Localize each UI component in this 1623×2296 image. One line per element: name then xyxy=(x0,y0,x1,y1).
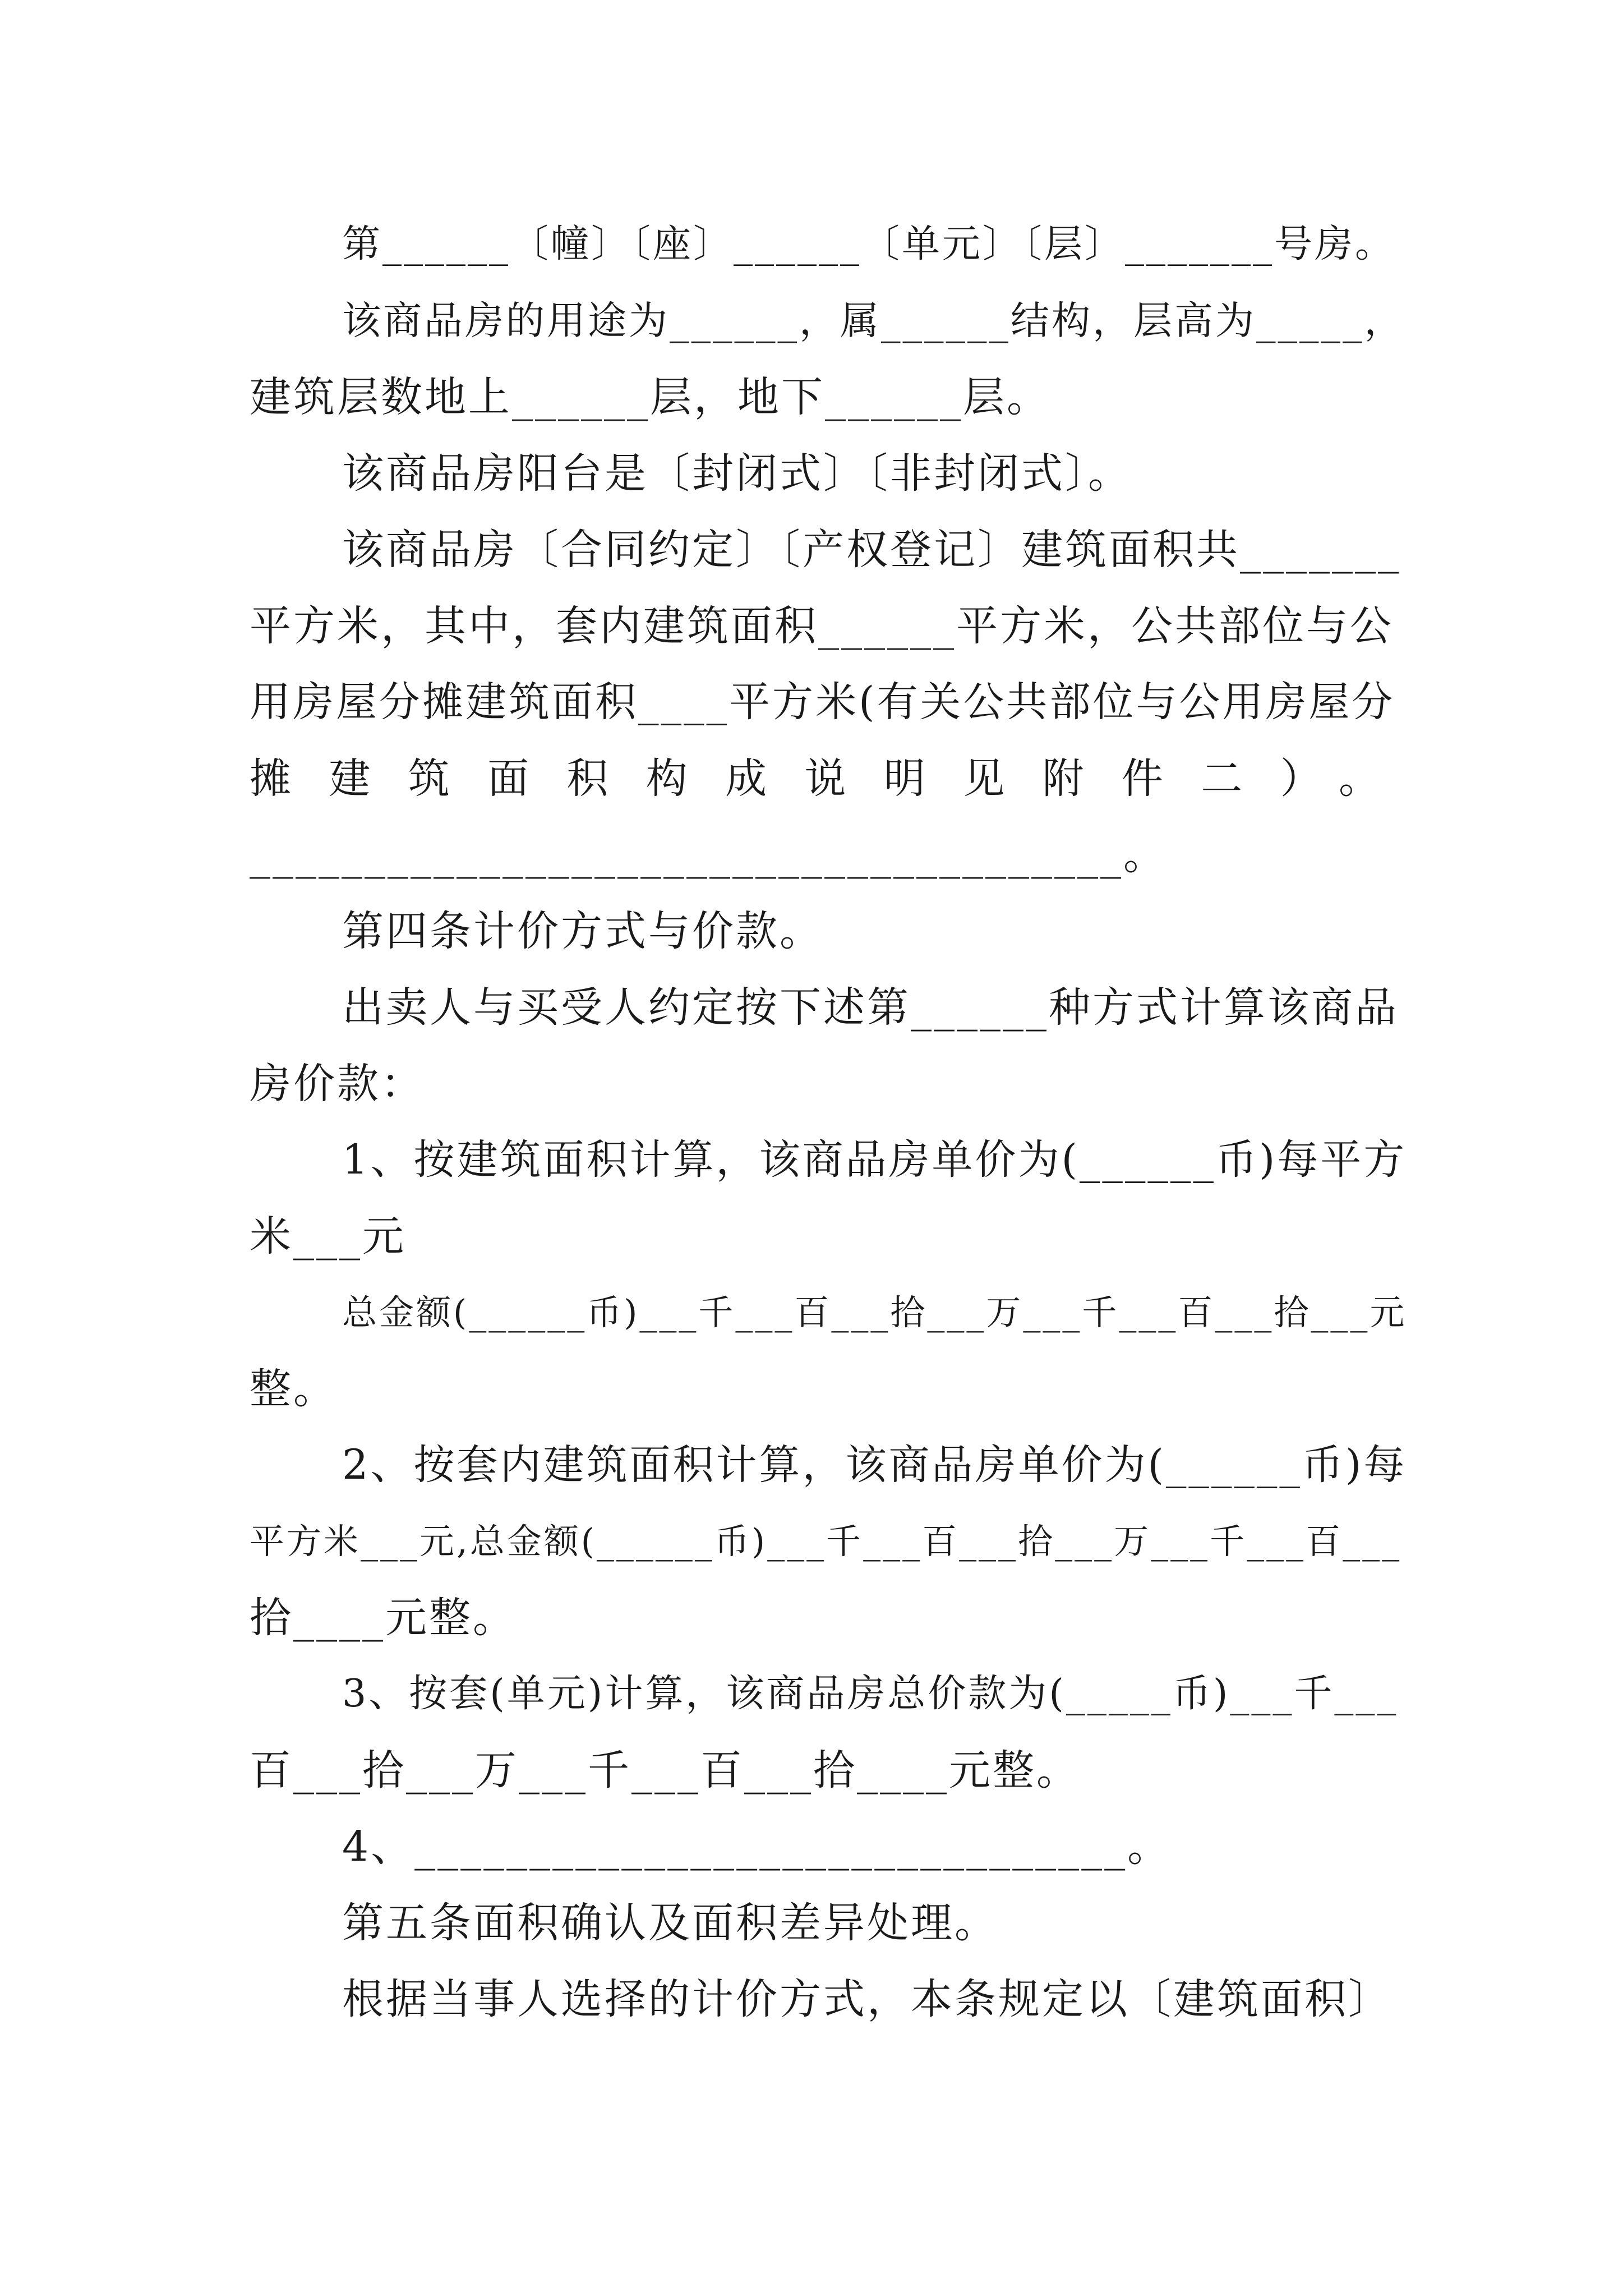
text-line: 该商品房〔合同约定〕〔产权登记〕建筑面积共_______ xyxy=(342,526,1401,574)
text-line: 平方米，其中，套内建筑面积______平方米，公共部位与公 xyxy=(250,602,1394,650)
text-line: 4、_______________________________。 xyxy=(342,1823,1172,1871)
text-line: 3、按套(单元)计算，该商品房总价款为(_____币)___千___ xyxy=(342,1672,1399,1716)
text-line: 整。 xyxy=(250,1365,337,1413)
text-line: 建筑层数地上______层，地下______层。 xyxy=(250,373,1050,421)
section-heading: 第四条计价方式与价款。 xyxy=(342,907,823,955)
text-line: 用房屋分摊建筑面积____平方米(有关公共部位与公用房屋分 xyxy=(250,678,1395,726)
section-heading: 第五条面积确认及面积差异处理。 xyxy=(342,1899,998,1947)
text-line: 出卖人与买受人约定按下述第______种方式计算该商品 xyxy=(342,983,1399,1032)
text-line: ______________________________________。 xyxy=(250,831,1167,879)
text-line: 1、按建筑面积计算，该商品房单价为(______币)每平方 xyxy=(342,1136,1407,1184)
text-line: 第______〔幢〕〔座〕______〔单元〕〔层〕_______号房。 xyxy=(342,222,1396,266)
text-line-justified: 摊建筑面积构成说明见附件二）。 xyxy=(250,754,1382,803)
text-line: 总金额(______币)___千___百___拾___万___千___百___拾___元 xyxy=(342,1292,1407,1333)
text-line: 根据当事人选择的计价方式，本条规定以〔建筑面积〕 xyxy=(342,1975,1392,2023)
text-line: 房价款： xyxy=(250,1060,425,1108)
text-line: 2、按套内建筑面积计算，该商品房单价为(______币)每 xyxy=(342,1441,1407,1489)
text-line: 米___元 xyxy=(250,1212,406,1260)
text-line: 拾____元整。 xyxy=(250,1594,517,1642)
text-line: 该商品房的用途为______，属______结构，层高为_____， xyxy=(342,298,1405,343)
text-line: 平方米___元,总金额(______币)___千___百___拾___万___千___百___ xyxy=(250,1521,1402,1562)
text-line: 百___拾___万___千___百___拾____元整。 xyxy=(250,1746,1080,1795)
text-line: 该商品房阳台是〔封闭式〕〔非封闭式〕。 xyxy=(342,449,1132,498)
